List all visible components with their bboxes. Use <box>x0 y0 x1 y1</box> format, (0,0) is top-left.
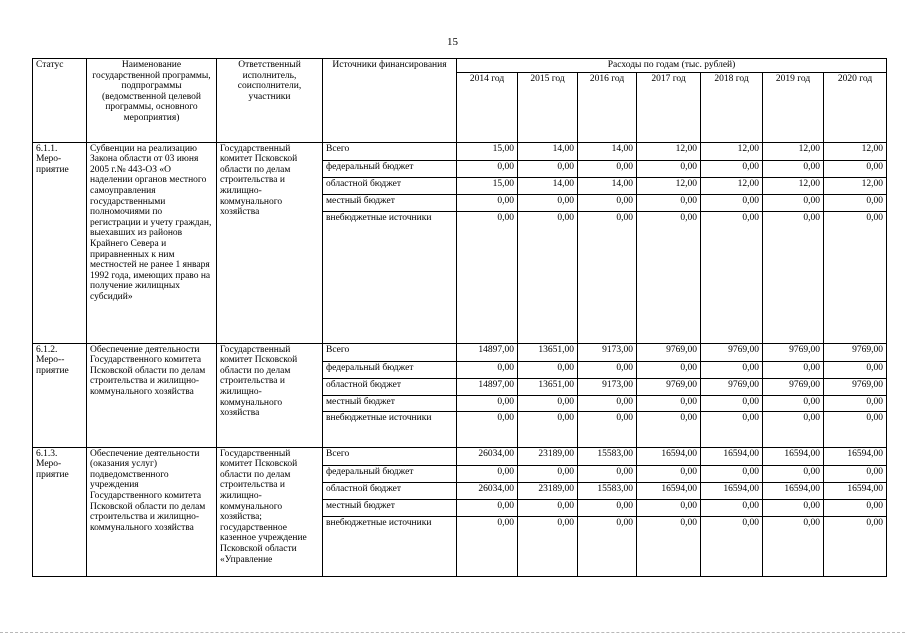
value-cell: 0,00 <box>578 465 637 482</box>
header-year: 2020 год <box>824 72 887 142</box>
value-cell: 12,00 <box>824 177 887 194</box>
value-cell: 15583,00 <box>578 447 637 465</box>
value-cell: 16594,00 <box>763 482 824 499</box>
source-cell: областной бюджет <box>323 482 457 499</box>
value-cell: 0,00 <box>763 465 824 482</box>
value-cell: 0,00 <box>637 194 701 211</box>
value-cell: 16594,00 <box>701 447 763 465</box>
value-cell: 0,00 <box>763 516 824 576</box>
source-cell: областной бюджет <box>323 378 457 395</box>
value-cell: 16594,00 <box>763 447 824 465</box>
value-cell: 14,00 <box>578 177 637 194</box>
value-cell: 0,00 <box>637 411 701 447</box>
header-row-top <box>33 59 887 73</box>
status-cell: 6.1.3. Меро-приятие <box>33 447 87 576</box>
value-cell: 12,00 <box>701 177 763 194</box>
table-row <box>33 343 887 361</box>
source-cell: Всего <box>323 447 457 465</box>
source-cell: внебюджетные источники <box>323 211 457 343</box>
value-cell: 0,00 <box>701 194 763 211</box>
value-cell: 0,00 <box>637 361 701 378</box>
value-cell: 0,00 <box>637 499 701 516</box>
value-cell: 12,00 <box>637 177 701 194</box>
source-cell: федеральный бюджет <box>323 465 457 482</box>
budget-table <box>32 58 887 577</box>
value-cell: 0,00 <box>457 465 518 482</box>
value-cell: 0,00 <box>518 411 578 447</box>
value-cell: 0,00 <box>578 411 637 447</box>
value-cell: 0,00 <box>578 160 637 177</box>
value-cell: 0,00 <box>457 395 518 411</box>
source-cell: областной бюджет <box>323 177 457 194</box>
value-cell: 15,00 <box>457 142 518 160</box>
source-cell: местный бюджет <box>323 395 457 411</box>
responsible-cell: Государственный комитет Псковской области по делам строительства и жилищно-коммунального хозяйства <box>217 343 323 447</box>
value-cell: 0,00 <box>824 516 887 576</box>
value-cell: 9769,00 <box>637 378 701 395</box>
value-cell: 0,00 <box>701 516 763 576</box>
value-cell: 16594,00 <box>824 447 887 465</box>
status-cell: 6.1.1. Меро-приятие <box>33 142 87 343</box>
value-cell: 9769,00 <box>763 378 824 395</box>
value-cell: 9769,00 <box>701 343 763 361</box>
value-cell: 9173,00 <box>578 378 637 395</box>
header-year: 2015 год <box>518 72 578 142</box>
value-cell: 0,00 <box>578 516 637 576</box>
value-cell: 0,00 <box>457 160 518 177</box>
value-cell: 0,00 <box>457 194 518 211</box>
measure-name-cell: Субвенции на реализацию Закона области от 03 июня 2005 г.№ 443-ОЗ «О наделении органов местного самоуправления государственными полномочиями по регистрации и учету граждан, выехавших из районов Крайнего Севера и приравненных к ним местностей не ранее 1 января 1992 года, имеющих право на получение жилищных субсидий» <box>87 142 217 343</box>
header-responsible: Ответственный исполнитель, соисполнители, участники <box>217 59 323 143</box>
value-cell: 0,00 <box>578 211 637 343</box>
value-cell: 0,00 <box>824 499 887 516</box>
value-cell: 14,00 <box>518 142 578 160</box>
value-cell: 0,00 <box>578 194 637 211</box>
value-cell: 0,00 <box>457 516 518 576</box>
source-cell: внебюджетные источники <box>323 411 457 447</box>
header-year: 2016 год <box>578 72 637 142</box>
status-cell: 6.1.2. Меро-- приятие <box>33 343 87 447</box>
value-cell: 0,00 <box>578 499 637 516</box>
value-cell: 0,00 <box>701 499 763 516</box>
value-cell: 16594,00 <box>824 482 887 499</box>
value-cell: 26034,00 <box>457 447 518 465</box>
source-cell: федеральный бюджет <box>323 361 457 378</box>
value-cell: 0,00 <box>763 194 824 211</box>
source-cell: местный бюджет <box>323 499 457 516</box>
value-cell: 0,00 <box>701 361 763 378</box>
value-cell: 14897,00 <box>457 343 518 361</box>
header-year: 2019 год <box>763 72 824 142</box>
value-cell: 0,00 <box>701 160 763 177</box>
value-cell: 0,00 <box>457 361 518 378</box>
value-cell: 14,00 <box>578 142 637 160</box>
value-cell: 14,00 <box>518 177 578 194</box>
value-cell: 12,00 <box>637 142 701 160</box>
value-cell: 0,00 <box>578 361 637 378</box>
value-cell: 0,00 <box>701 395 763 411</box>
responsible-cell: Государственный комитет Псковской области по делам строительства и жилищно-коммунального хозяйства <box>217 142 323 343</box>
value-cell: 0,00 <box>518 499 578 516</box>
value-cell: 0,00 <box>637 160 701 177</box>
value-cell: 13651,00 <box>518 378 578 395</box>
value-cell: 12,00 <box>763 142 824 160</box>
source-cell: Всего <box>323 343 457 361</box>
value-cell: 0,00 <box>457 499 518 516</box>
value-cell: 12,00 <box>763 177 824 194</box>
value-cell: 0,00 <box>518 160 578 177</box>
source-cell: местный бюджет <box>323 194 457 211</box>
value-cell: 0,00 <box>518 211 578 343</box>
value-cell: 12,00 <box>824 142 887 160</box>
value-cell: 0,00 <box>824 194 887 211</box>
value-cell: 9769,00 <box>701 378 763 395</box>
value-cell: 13651,00 <box>518 343 578 361</box>
value-cell: 0,00 <box>637 465 701 482</box>
value-cell: 16594,00 <box>637 482 701 499</box>
value-cell: 0,00 <box>637 395 701 411</box>
value-cell: 0,00 <box>763 411 824 447</box>
value-cell: 0,00 <box>518 516 578 576</box>
value-cell: 0,00 <box>457 211 518 343</box>
header-year: 2018 год <box>701 72 763 142</box>
value-cell: 9769,00 <box>763 343 824 361</box>
value-cell: 0,00 <box>824 211 887 343</box>
value-cell: 9769,00 <box>637 343 701 361</box>
header-expenses: Расходы по годам (тыс. рублей) <box>457 59 887 73</box>
value-cell: 0,00 <box>763 361 824 378</box>
value-cell: 0,00 <box>824 395 887 411</box>
value-cell: 0,00 <box>824 160 887 177</box>
value-cell: 0,00 <box>701 211 763 343</box>
value-cell: 15583,00 <box>578 482 637 499</box>
value-cell: 16594,00 <box>701 482 763 499</box>
value-cell: 16594,00 <box>637 447 701 465</box>
value-cell: 0,00 <box>637 516 701 576</box>
value-cell: 0,00 <box>637 211 701 343</box>
value-cell: 12,00 <box>701 142 763 160</box>
value-cell: 23189,00 <box>518 482 578 499</box>
header-name: Наименование государственной программы, подпрограммы (ведомственной целевой программы, основного мероприятия) <box>87 59 217 143</box>
value-cell: 26034,00 <box>457 482 518 499</box>
value-cell: 0,00 <box>457 411 518 447</box>
value-cell: 15,00 <box>457 177 518 194</box>
value-cell: 0,00 <box>518 395 578 411</box>
header-status: Статус <box>33 59 87 143</box>
value-cell: 0,00 <box>824 361 887 378</box>
value-cell: 23189,00 <box>518 447 578 465</box>
measure-name-cell: Обеспечение деятельности (оказания услуг) подведомственного учреждения Государственного комитета Псковской области по делам строительства и жилищно-коммунального хозяйства <box>87 447 217 576</box>
value-cell: 9769,00 <box>824 378 887 395</box>
page-number: 15 <box>447 36 458 48</box>
value-cell: 0,00 <box>763 499 824 516</box>
responsible-cell: Государственный комитет Псковской области по делам строительства и жилищно-коммунального хозяйства; государственное казенное учреждение Псковской области «Управление <box>217 447 323 576</box>
value-cell: 0,00 <box>763 160 824 177</box>
measure-name-cell: Обеспечение деятельности Государственного комитета Псковской области по делам строительства и жилищно-коммунального хозяйства <box>87 343 217 447</box>
value-cell: 0,00 <box>701 465 763 482</box>
table-row <box>33 447 887 465</box>
value-cell: 0,00 <box>518 194 578 211</box>
value-cell: 0,00 <box>578 395 637 411</box>
value-cell: 14897,00 <box>457 378 518 395</box>
table-row <box>33 142 887 160</box>
source-cell: внебюджетные источники <box>323 516 457 576</box>
header-sources: Источники финансирования <box>323 59 457 143</box>
value-cell: 0,00 <box>518 361 578 378</box>
value-cell: 9769,00 <box>824 343 887 361</box>
value-cell: 0,00 <box>824 411 887 447</box>
value-cell: 9173,00 <box>578 343 637 361</box>
value-cell: 0,00 <box>763 395 824 411</box>
header-year: 2017 год <box>637 72 701 142</box>
value-cell: 0,00 <box>701 411 763 447</box>
source-cell: Всего <box>323 142 457 160</box>
scan-artifact-line <box>0 632 905 633</box>
value-cell: 0,00 <box>763 211 824 343</box>
source-cell: федеральный бюджет <box>323 160 457 177</box>
header-year: 2014 год <box>457 72 518 142</box>
value-cell: 0,00 <box>518 465 578 482</box>
value-cell: 0,00 <box>824 465 887 482</box>
